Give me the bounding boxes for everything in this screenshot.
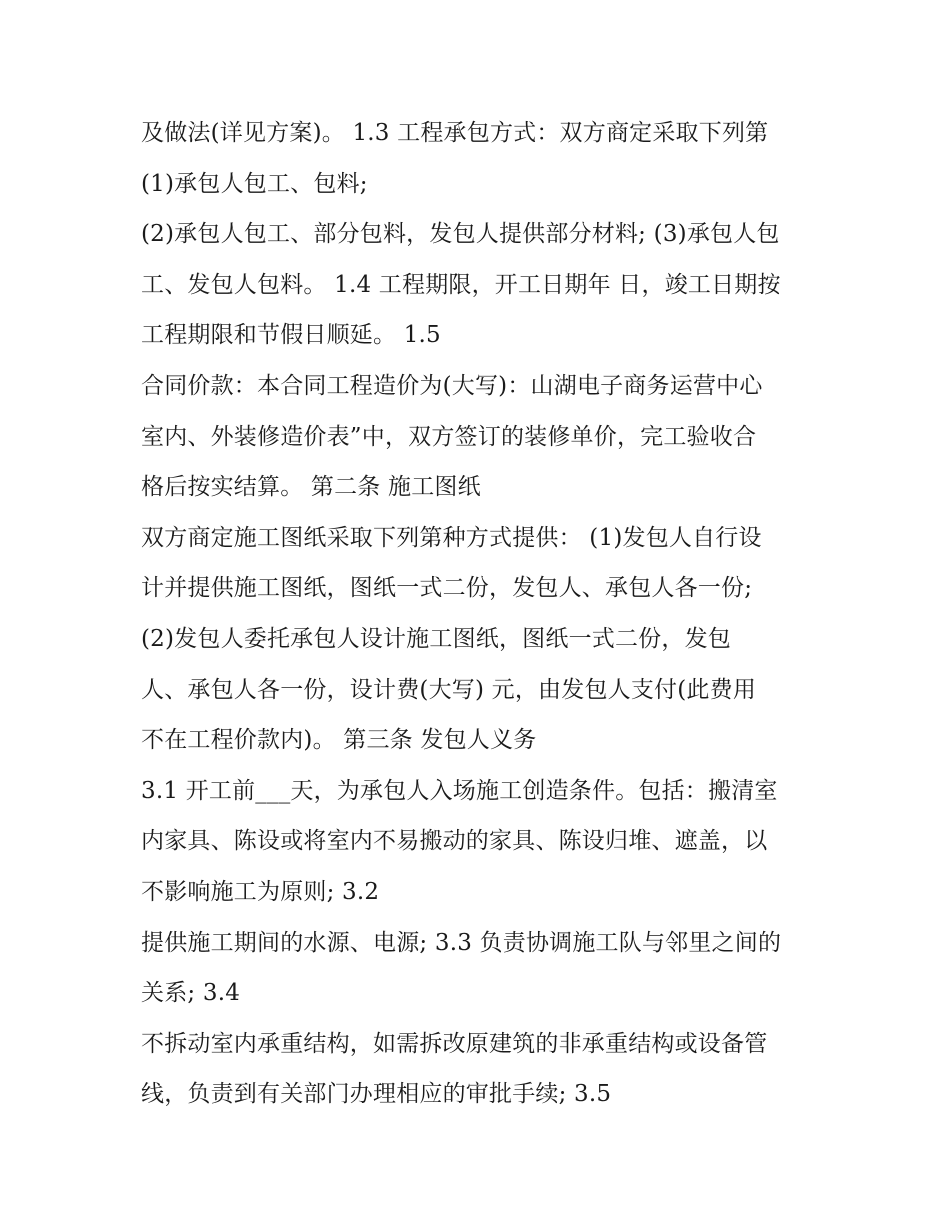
text-line: 及做法(详见方案)。 1.3 工程承包方式：双方商定采取下列第 — [141, 120, 769, 146]
text-line: 工程期限和节假日顺延。 1.5 — [141, 322, 441, 349]
text-line: (1)承包人包工、包料; — [141, 170, 368, 197]
text-line: 人、承包人各一份，设计费(大写) 元，由发包人支付(此费用 — [141, 676, 757, 703]
text-line: 内家具、陈设或将室内不易搬动的家具、陈设归堆、遮盖，以 — [141, 828, 768, 855]
text-line: (2)承包人包工、部分包料，发包人提供部分材料; (3)承包人包 — [141, 221, 780, 248]
text-line: 不在工程价款内)。 第三条 发包人义务 — [141, 727, 537, 754]
text-line: 提供施工期间的水源、电源; 3.3 负责协调施工队与邻里之间的 — [141, 929, 782, 956]
text-line: 工、发包人包料。 1.4 工程期限，开工日期年 日，竣工日期按 — [141, 271, 781, 298]
text-line: 合同价款：本合同工程造价为(大写)：山湖电子商务运营中心 — [141, 372, 763, 399]
text-line: 格后按实结算。 第二条 施工图纸 — [141, 474, 481, 501]
text-line: 不拆动室内承重结构，如需拆改原建筑的非承重结构或设备管 — [141, 1030, 768, 1057]
text-line: 计并提供施工图纸，图纸一式二份，发包人、承包人各一份; — [141, 575, 753, 602]
text-line: (2)发包人委托承包人设计施工图纸，图纸一式二份，发包 — [141, 625, 731, 652]
text-line: 室内、外装修造价表”中，双方签订的装修单价，完工验收合 — [141, 423, 757, 450]
text-line: 双方商定施工图纸采取下列第种方式提供： (1)发包人自行设 — [141, 524, 762, 551]
text-line: 关系; 3.4 — [141, 980, 241, 1007]
text-line: 线，负责到有关部门办理相应的审批手续; 3.5 — [141, 1081, 612, 1108]
text-line: 不影响施工为原则; 3.2 — [141, 878, 380, 905]
contract-text — [141, 108, 821, 1120]
text-line: 3.1 开工前___天，为承包人入场施工创造条件。包括：搬清室 — [141, 777, 778, 804]
